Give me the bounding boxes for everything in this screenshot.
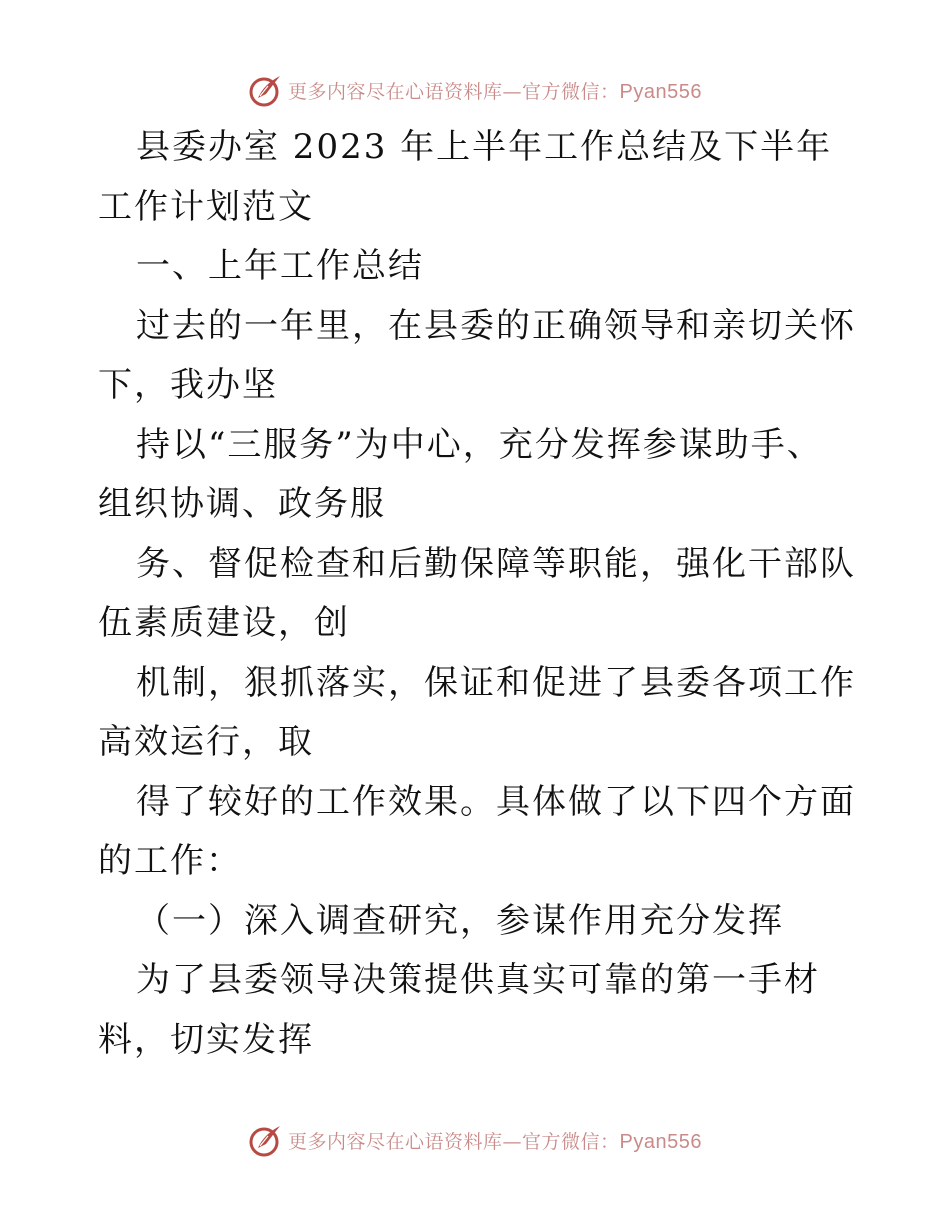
banner-separator: — (502, 80, 523, 103)
paragraph: 机制，狠抓落实，保证和促进了县委各项工作高效运行，取 (98, 662, 856, 762)
banner-wechat-id: Pyan556 (619, 1130, 702, 1153)
banner-wechat-id: Pyan556 (619, 80, 702, 103)
subsection-heading: （一）深入调查研究，参谋作用充分发挥 (136, 900, 784, 941)
document-body (98, 118, 858, 1070)
banner-wechat-label: 官方微信： (522, 1130, 620, 1153)
paragraph: 务、督促检查和后勤保障等职能，强化干部队伍素质建设，创 (98, 543, 856, 643)
banner-slogan: 更多内容尽在心语资料库 (288, 1130, 503, 1153)
section-heading: 一、上年工作总结 (136, 246, 424, 286)
paragraph: 过去的一年里，在县委的正确领导和亲切关怀下，我办坚 (98, 305, 856, 405)
paragraph: 为了县委领导决策提供真实可靠的第一手材料，切实发挥 (98, 960, 820, 1060)
banner-separator: — (502, 1130, 523, 1153)
paragraph: 持以“三服务”为中心，充分发挥参谋助手、组织协调、政务服 (98, 424, 823, 524)
document-title: 县委办室 2023 年上半年工作总结及下半年工作计划范文 (98, 127, 833, 227)
paragraph: 得了较好的工作效果。具体做了以下四个方面的工作： (98, 781, 856, 881)
header-banner (0, 70, 950, 110)
feather-pen-seal-icon (248, 1122, 284, 1158)
footer-banner (0, 1120, 950, 1160)
footer-banner-text (288, 1127, 702, 1154)
feather-pen-seal-icon (248, 72, 284, 108)
header-banner-text (288, 77, 702, 104)
banner-slogan: 更多内容尽在心语资料库 (288, 80, 503, 103)
banner-wechat-label: 官方微信： (522, 80, 620, 103)
